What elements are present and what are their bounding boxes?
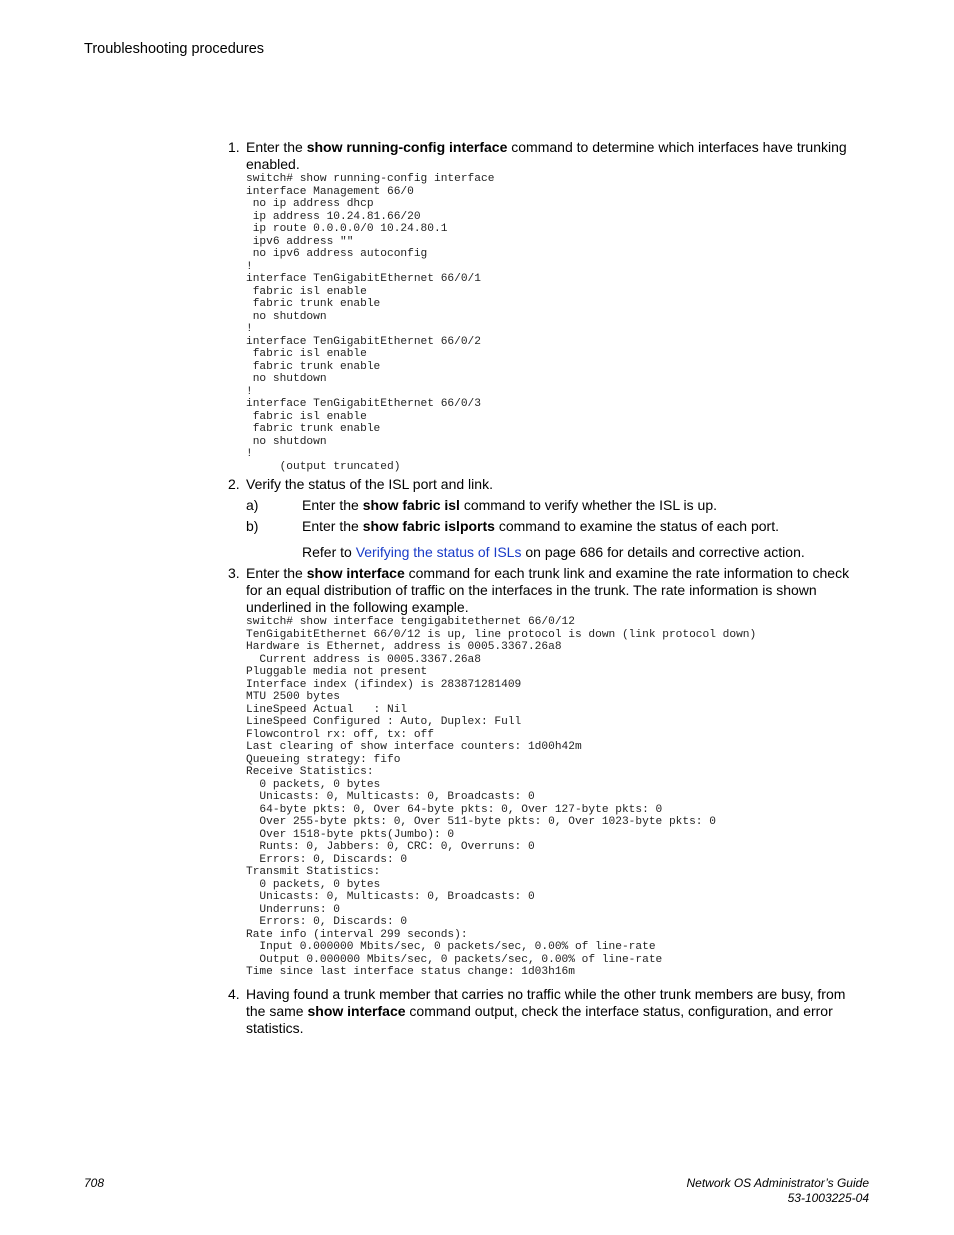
reference-note — [246, 544, 854, 561]
code-block-show-interface: switch# show interface tengigabitethernet 66/0/12 TenGigabitEthernet 66/0/12 is up, line protocol is down (link protocol down) Hardware is Ethernet, address is 0005.3367.26a8 Current address is 0005.3367.26a8 Pluggable media not present Interface index (ifindex) is 283871281409 MTU 2500 bytes LineSpeed Actual : Nil LineSpeed Configured : Auto, Duplex: Full Flowcontrol rx: off, tx: off Last clearing of show interface counters: 1d00h42m Queueing strategy: fifo Receive Statistics: 0 packets, 0 bytes Unicasts: 0, Multicasts: 0, Broadcasts: 0 64-byte pkts: 0, Over 64-byte pkts: 0, Over 127-byte pkts: 0 Over 255-byte pkts: 0, Over 511-byte pkts: 0, Over 1023-byte pkts: 0 Over 1518-byte pkts(Jumbo): 0 Runts: 0, Jabbers: 0, CRC: 0, Overruns: 0 Errors: 0, Discards: 0 Transmit Statistics: 0 packets, 0 bytes Unicasts: 0, Multicasts: 0, Broadcasts: 0 Underruns: 0 Errors: 0, Discards: 0 Rate info (interval 299 seconds): Input 0.000000 Mbits/sec, 0 packets/sec, 0.00% of line-rate Output 0.000000 Mbits/sec, 0 packets/sec, 0.00% of line-rate Time since last interface status change: 1d03h16m — [246, 616, 757, 978]
command-name: show fabric islports — [362, 518, 495, 534]
substep-text-pre: Enter the — [302, 518, 363, 534]
step-text-post: command output, check the interface status, configuration, and error statistics. — [246, 1002, 833, 1036]
step-1 — [228, 139, 854, 173]
step-4 — [228, 986, 854, 1037]
code-block-running-config: switch# show running-config interface interface Management 66/0 no ip address dhcp ip address 10.24.81.66/20 ip route 0.0.0.0/0 10.24.80.1 ipv6 address "" no ipv6 address autoconfig ! interface TenGigabitEthernet 66/0/1 fabric isl enable fabric trunk enable no shutdown ! interface TenGigabitEthernet 66/0/2 fabric isl enable fabric trunk enable no shutdown ! interface TenGigabitEthernet 66/0/3 fabric isl enable fabric trunk enable no shutdown ! (output truncated) — [246, 173, 495, 473]
substep-a — [246, 497, 854, 514]
step-text-pre: Enter the — [246, 565, 307, 581]
step-text-pre: Having found a trunk member that carries no traffic while the other trunk members are busy, from the same — [246, 985, 846, 1019]
step-number: 3. — [228, 565, 240, 581]
substep-letter: a) — [246, 497, 259, 513]
step-text-pre: Enter the — [246, 139, 307, 155]
substep-text-post: command to examine the status of each port. — [494, 518, 779, 534]
verifying-isls-link[interactable]: Verifying the status of ISLs — [355, 544, 522, 560]
ref-text-pre: Refer to — [302, 544, 356, 560]
step-text-post: command to determine which interfaces have trunking enabled. — [246, 139, 847, 172]
step-number: 4. — [228, 985, 240, 1002]
doc-number: 53-1003225-04 — [787, 1191, 869, 1205]
step-3 — [228, 565, 854, 616]
guide-title: Network OS Administrator’s Guide — [686, 1176, 869, 1190]
step-text: Verify the status of the ISL port and link. — [246, 476, 493, 492]
substep-b — [246, 518, 854, 535]
footer-doc-info — [686, 1176, 869, 1206]
substep-letter: b) — [246, 518, 259, 534]
substep-text-post: command to verify whether the ISL is up. — [459, 497, 717, 513]
page-header: Troubleshooting procedures — [84, 41, 265, 57]
procedure-content — [228, 139, 854, 1037]
command-name: show running-config interface — [306, 139, 508, 155]
page-number: 708 — [84, 1176, 105, 1190]
step-text-post: command for each trunk link and examine the rate information to check for an equal distribution of traffic on the interfaces in the trunk. The rate information is shown underlined in the following example. — [246, 565, 850, 615]
step-number: 1. — [228, 139, 240, 155]
ref-text-post: on page 686 for details and corrective action. — [521, 544, 805, 560]
substep-list — [246, 497, 854, 561]
substep-text-pre: Enter the — [302, 497, 363, 513]
step-number: 2. — [228, 476, 240, 492]
command-name: show interface — [306, 565, 405, 581]
command-name: show interface — [307, 1002, 406, 1019]
step-2 — [228, 476, 854, 493]
command-name: show fabric isl — [362, 497, 460, 513]
